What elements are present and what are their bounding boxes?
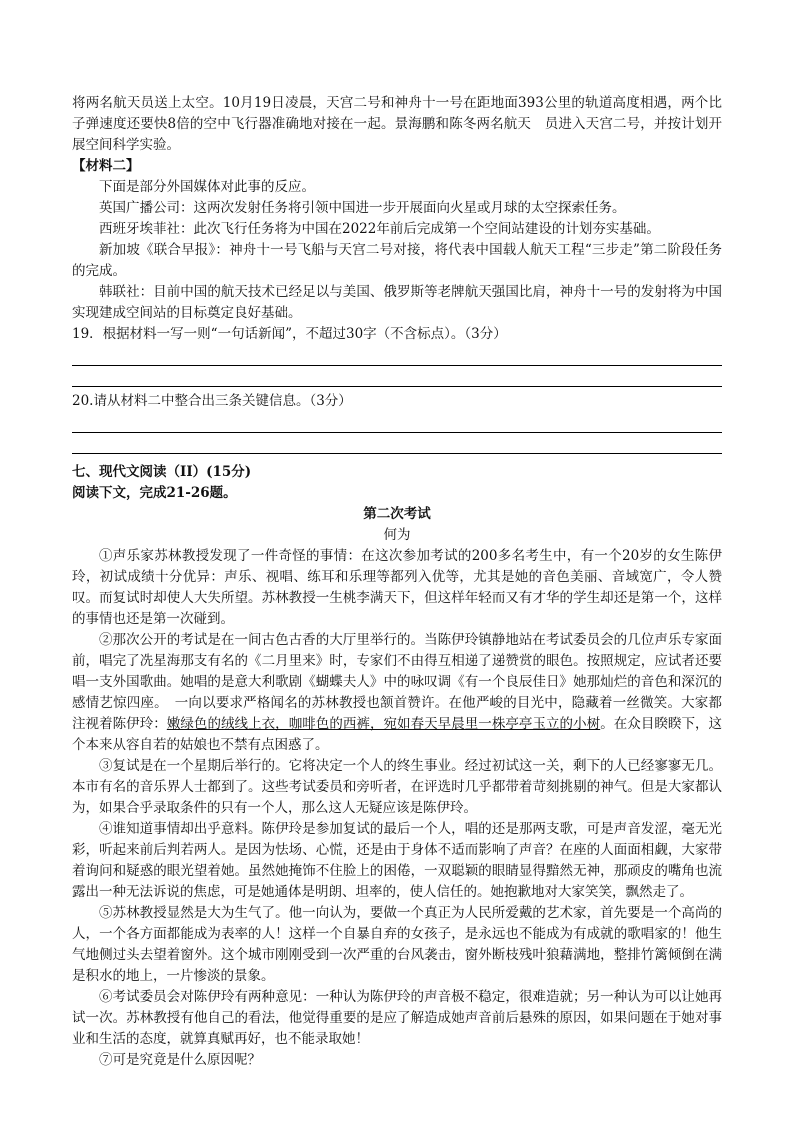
section-7-instruction: 阅读下文，完成21-26题。 xyxy=(72,485,237,501)
material2-item-efe: 西班牙埃菲社：此次飞行任务将为中国在2022年前后完成第一个空间站建设的计划夯实基础。 xyxy=(99,221,660,237)
article-paragraph-4: ④谁知道事情却出乎意料。陈伊玲是参加复试的最后一个人，唱的还是那两支歌，可是声音发涩，毫无光彩，听起来前后判若两人。是因为怯场、心慌，还是由于身体不适而影响了声音？在座的人面面相觑，大家带着询问和疑惑的眼光望着她。虽然她掩饰不住脸上的困倦，一双聪颖的眼睛显得黯然无神，那顽皮的嘴角也流露出一种无法诉说的焦虑，可是她通体是明朗、坦率的，使人信任的。她抱歉地对大家笑笑，飘然走了。 xyxy=(72,821,722,900)
article-paragraph-6: ⑥考试委员会对陈伊玲有两种意见：一种认为陈伊玲的声音极不稳定，很难造就；另一种认为可以让她再试一次。苏林教授有他自己的看法，他觉得重要的是应了解造成她声音前后悬殊的原因，如果问题在于她对事业和生活的态度，就算真赋再好，也不能录取她！ xyxy=(72,989,722,1047)
article-paragraph-3: ③复试是在一个星期后举行的。它将决定一个人的终生事业。经过初试这一关，剩下的人已经寥寥无几。本市有名的音乐界人士都到了。这些考试委员和旁听者，在评选时几乎都带着苛刻挑剔的神气。但是大家都认为，如果合乎录取条件的只有一个人，那么这人无疑应该是陈伊玲。 xyxy=(72,758,722,816)
article-paragraph-2 xyxy=(72,630,722,756)
answer-line-20-2[interactable] xyxy=(72,433,722,454)
material2-item-yonhap: 韩联社：目前中国的航天技术已经足以与美国、俄罗斯等老牌航天强国比肩，神舟十一号的发射将为中国实现建成空间站的目标奠定良好基础。 xyxy=(72,284,722,321)
question-19: 19．根据材料一写一则“一句话新闻”，不超过30字（不含标点）。（3分） xyxy=(72,326,507,342)
paragraph-2-text-a: ②那次公开的考试是在一间古色古香的大厅里举行的。当陈伊玲镇静地站在考试委员会的几位声乐专家面前，唱完了冼星海那支有名的《二月里来》时，专家们不由得互相递了递赞赏的眼色。按照规定，应试者还要唱一支外国歌曲。她唱的是意大利歌剧《蝴蝶夫人》中的咏叹调《有一个良辰佳日》她那灿烂的音色和深沉的感情艺惊四座。 一向以要求严格闻名的苏林教授也颔首赞许。在他严峻的目光中，隐藏着一丝微笑。大家都注视着陈伊玲： xyxy=(72,632,722,732)
material2-intro: 下面是部分外国媒体对此事的反应。 xyxy=(99,179,315,195)
material2-item-bbc: 英国广播公司：这两次发射任务将引领中国进一步开展面向火星或月球的太空探索任务。 xyxy=(99,200,626,216)
material2-item-zaobao: 新加坡《联合早报》：神舟十一号飞船与天宫二号对接，将代表中国载人航天工程“三步走”第二阶段任务的完成。 xyxy=(72,242,722,279)
article-author: 何为 xyxy=(383,527,411,543)
answer-line-19-1[interactable] xyxy=(72,345,722,366)
paragraph-2-text-b: 。在众目睽睽下，这个本来从容自若的姑娘也不禁有点困惑了。 xyxy=(72,716,723,753)
material1-tail-paragraph: 将两名航天员送上太空。10月19日凌晨，天宫二号和神舟十一号在距地面393公里的轨道高度相遇，两个比子弹速度还要快8倍的空中飞行器准确地对接在一起。景海鹏和陈冬两名航天 员进入天宫二号，并按计划开展空间科学实验。 xyxy=(72,95,722,153)
answer-line-20-1[interactable] xyxy=(72,412,722,433)
answer-line-19-2[interactable] xyxy=(72,366,722,387)
article-title: 第二次考试 xyxy=(363,506,431,522)
article-paragraph-7: ⑦可是究竟是什么原因呢？ xyxy=(99,1052,261,1068)
article-paragraph-1: ①声乐家苏林教授发现了一件奇怪的事情：在这次参加考试的200多名考生中，有一个20岁的女生陈伊玲，初试成绩十分优异：声乐、视唱、练耳和乐理等都列入优等，尤其是她的音色美丽、音域宽广，令人赞叹。而复试时却使人大失所望。苏林教授一生桃李满天下，但这样年轻而又有才华的学生却还是第一个，这样的事情也还是第一次碰到。 xyxy=(72,548,722,627)
article-paragraph-5: ⑤苏林教授显然是大为生气了。他一向认为，要做一个真正为人民所爱戴的艺术家，首先要是一个高尚的人，一个各方面都能成为表率的人！这样一个自暴自弃的女孩子，是永远也不能成为有成就的歌唱家的！他生气地侧过头去望着窗外。这个城市刚刚受到一次严重的台风袭击，窗外断枝残叶狼藉满地，整排竹篱倾倒在满是积水的地上，一片惨淡的景象。 xyxy=(72,905,722,984)
material2-title: 【材料二】 xyxy=(72,158,140,174)
document-content xyxy=(72,93,722,1071)
question-20: 20.请从材料二中整合出三条关键信息。（3分） xyxy=(72,393,352,409)
paragraph-2-underlined-text: 嫩绿色的绒线上衣，咖啡色的西裤，宛如春天早晨里一株亭亭玉立的小树 xyxy=(166,716,601,732)
section-7-heading: 七、现代文阅读（II）(15分) xyxy=(72,464,252,480)
